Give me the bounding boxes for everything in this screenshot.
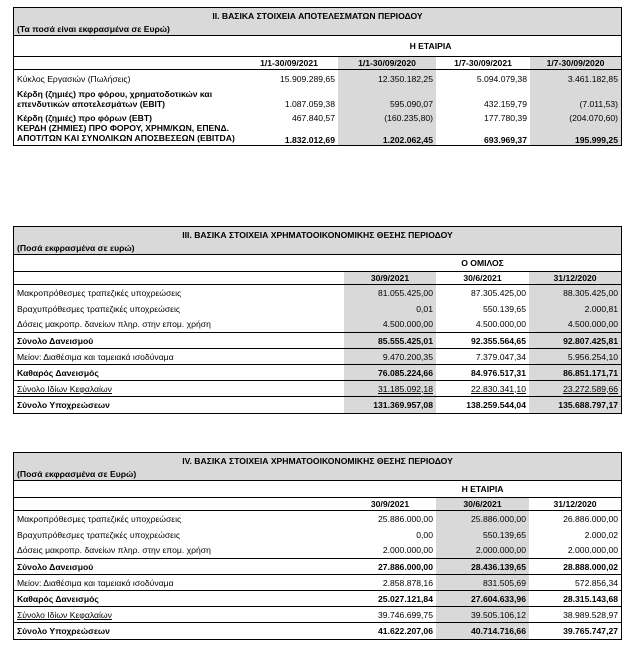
cell-value: 38.989.528,97 bbox=[529, 607, 621, 623]
cell-value: 1.832.012,69 bbox=[285, 135, 335, 145]
cell-value: 25.886.000,00 bbox=[436, 511, 529, 527]
table-row bbox=[14, 511, 621, 527]
results-col-header: 1/1-30/09/2021 bbox=[240, 57, 338, 70]
table-row bbox=[14, 397, 621, 413]
cell-value: (160.235,80) bbox=[338, 109, 436, 123]
cell-value: (7.011,53) bbox=[530, 84, 621, 109]
cell-value: 2.858.878,16 bbox=[344, 575, 436, 591]
cell-value: 177.780,39 bbox=[483, 113, 527, 123]
row-label: Σύνολο Υποχρεώσεων bbox=[17, 625, 110, 636]
company-financial-section bbox=[13, 452, 622, 640]
row-label: Σύνολο Ιδίων Κεφαλαίων bbox=[17, 383, 112, 394]
cell-value: 1.202.062,45 bbox=[383, 135, 433, 145]
cell-value: 31.185.092,18 bbox=[378, 383, 433, 394]
company-col-header: 30/9/2021 bbox=[344, 498, 436, 511]
table-row bbox=[14, 84, 621, 109]
cell-value: 40.714.716,66 bbox=[436, 623, 529, 639]
cell-value: 595.090,07 bbox=[338, 84, 436, 109]
company-col-header: 31/12/2020 bbox=[529, 498, 621, 511]
row-label: Μείον: Διαθέσιμα και ταμειακά ισοδύναμα bbox=[14, 349, 344, 365]
row-label: ΚΕΡΔΗ (ΖΗΜΙΕΣ) ΠΡΟ ΦΟΡΟΥ, ΧΡΗΜ/ΚΩΝ, ΕΠΕΝΔ. ΑΠΟΤ/ΤΩΝ ΚΑΙ ΣΥΝΟΛΙΚΩΝ ΑΠΟΣΒΕΣΕΩΝ (EBITDA) bbox=[17, 123, 235, 143]
cell-value: 88.305.425,00 bbox=[529, 285, 621, 301]
row-label: Καθαρός Δανεισμός bbox=[14, 365, 344, 381]
row-label: Κέρδη (ζημιές) προ φόρου, χρηματοδοτικών και επενδυτικών αποτελεσμάτων (EBIT) bbox=[17, 89, 213, 109]
cell-value: 92.355.564,65 bbox=[436, 333, 529, 349]
table-row bbox=[14, 607, 621, 623]
cell-value: 28.315.143,68 bbox=[529, 591, 621, 607]
row-label: Δόσεις μακροπρ. δανείων πληρ. στην επομ. χρήση bbox=[14, 317, 344, 333]
row-label: Δόσεις μακροπρ. δανείων πληρ. στην επομ. χρήση bbox=[14, 543, 344, 559]
cell-value: 12.350.182,25 bbox=[338, 70, 436, 85]
row-label: Σύνολο Ιδίων Κεφαλαίων bbox=[17, 609, 112, 620]
cell-value: 1.087.059,38 bbox=[284, 99, 335, 109]
cell-value: 131.369.957,08 bbox=[344, 397, 436, 413]
results-subtitle: (Τα ποσά είναι εκφρασμένα σε Ευρώ) bbox=[14, 23, 621, 36]
cell-value: 2.000.000,00 bbox=[529, 543, 621, 559]
cell-value: 26.886.000,00 bbox=[563, 513, 619, 524]
cell-value: 81.055.425,00 bbox=[344, 285, 436, 301]
cell-value: 9.470.200,35 bbox=[344, 349, 436, 365]
cell-value: 135.688.797,17 bbox=[529, 397, 621, 413]
cell-value: 2.000.000,00 bbox=[344, 543, 436, 559]
table-row bbox=[14, 623, 621, 639]
cell-value: 2.000,81 bbox=[529, 301, 621, 317]
table-row bbox=[14, 559, 621, 575]
cell-value: 84.976.517,31 bbox=[436, 365, 529, 381]
cell-value: 28.888.000,02 bbox=[529, 559, 621, 575]
cell-value: 467.840,57 bbox=[291, 113, 335, 123]
row-label: Μακροπρόθεσμες τραπεζικές υποχρεώσεις bbox=[17, 287, 182, 298]
cell-value: 831.505,69 bbox=[436, 575, 529, 591]
row-label: Βραχυπρόθεσμες τραπεζικές υποχρεώσεις bbox=[17, 529, 181, 540]
results-col-header: 1/1-30/09/2020 bbox=[338, 57, 436, 70]
table-row bbox=[14, 365, 621, 381]
results-group-label: Η ΕΤΑΙΡΙΑ bbox=[409, 41, 452, 51]
cell-value: 25.886.000,00 bbox=[378, 513, 433, 524]
cell-value: 572.856,34 bbox=[529, 575, 621, 591]
results-col-header: 1/7-30/09/2021 bbox=[436, 57, 530, 70]
cell-value: 28.436.139,65 bbox=[436, 559, 529, 575]
row-label: Σύνολο Υποχρεώσεων bbox=[17, 399, 110, 410]
company-financial-title: IV. ΒΑΣΙΚΑ ΣΤΟΙΧΕΙΑ ΧΡΗΜΑΤΟΟΙΚΟΝΟΜΙΚΗΣ ΘΕΣΗΣ ΠΕΡΙΟΔΟΥ bbox=[182, 455, 453, 466]
company-financial-group-label: Η ΕΤΑΙΡΙΑ bbox=[461, 484, 504, 494]
results-section bbox=[13, 7, 622, 146]
cell-value: 550.139,65 bbox=[436, 527, 529, 543]
row-label: Σύνολο Δανεισμού bbox=[14, 559, 344, 575]
group-col-header: 30/9/2021 bbox=[344, 272, 436, 285]
cell-value: 41.622.207,06 bbox=[378, 625, 433, 636]
group-financial-title: III. ΒΑΣΙΚΑ ΣΤΟΙΧΕΙΑ ΧΡΗΜΑΤΟΟΙΚΟΝΟΜΙΚΗΣ ΘΕΣΗΣ ΠΕΡΙΟΔΟΥ bbox=[182, 229, 453, 240]
company-financial-table bbox=[14, 453, 621, 639]
table-row bbox=[14, 527, 621, 543]
table-row bbox=[14, 285, 621, 301]
cell-value: 195.999,25 bbox=[575, 135, 618, 145]
cell-value: 15.909.289,65 bbox=[280, 74, 335, 84]
cell-value: 2.000.000,00 bbox=[436, 543, 529, 559]
cell-value: 2.000,02 bbox=[584, 529, 619, 540]
cell-value: 39.746.699,75 bbox=[344, 607, 436, 623]
row-label: Καθαρός Δανεισμός bbox=[14, 591, 344, 607]
results-table bbox=[14, 8, 621, 145]
table-row bbox=[14, 317, 621, 333]
table-row bbox=[14, 109, 621, 123]
table-row bbox=[14, 543, 621, 559]
results-col-header: 1/7-30/09/2020 bbox=[530, 57, 621, 70]
cell-value: 4.500.000,00 bbox=[344, 317, 436, 333]
cell-value: 5.956.254,10 bbox=[529, 349, 621, 365]
group-financial-section bbox=[13, 226, 622, 414]
row-label: Βραχυπρόθεσμες τραπεζικές υποχρεώσεις bbox=[17, 303, 181, 314]
cell-value: 7.379.047,34 bbox=[436, 349, 529, 365]
table-row bbox=[14, 70, 621, 85]
row-label: Κύκλος Εργασιών (Πωλήσεις) bbox=[17, 74, 131, 84]
cell-value: 550.139,65 bbox=[482, 303, 526, 314]
cell-value: 5.094.079,38 bbox=[476, 74, 527, 84]
cell-value: 0,00 bbox=[416, 529, 433, 540]
cell-value: 87.305.425,00 bbox=[471, 287, 526, 298]
cell-value: 3.461.182,85 bbox=[530, 70, 621, 85]
table-row bbox=[14, 591, 621, 607]
cell-value: 39.505.106,12 bbox=[436, 607, 529, 623]
table-row bbox=[14, 575, 621, 591]
table-row bbox=[14, 381, 621, 397]
table-row bbox=[14, 333, 621, 349]
company-col-header: 30/6/2021 bbox=[436, 498, 529, 511]
group-financial-subtitle: (Ποσά εκφρασμένα σε ευρώ) bbox=[14, 242, 621, 255]
cell-value: 432.159,79 bbox=[483, 99, 527, 109]
cell-value: (204.070,60) bbox=[530, 109, 621, 123]
row-label: Σύνολο Δανεισμού bbox=[14, 333, 344, 349]
cell-value: 92.807.425,81 bbox=[529, 333, 621, 349]
cell-value: 39.765.747,27 bbox=[563, 625, 619, 636]
cell-value: 693.969,37 bbox=[484, 135, 527, 145]
cell-value: 4.500.000,00 bbox=[529, 317, 621, 333]
cell-value: 138.259.544,04 bbox=[466, 399, 526, 410]
cell-value: 76.085.224,66 bbox=[344, 365, 436, 381]
cell-value: 23.272.589,66 bbox=[563, 383, 619, 394]
cell-value: 25.027.121,84 bbox=[344, 591, 436, 607]
cell-value: 22.830.341,10 bbox=[471, 383, 526, 394]
group-col-header: 31/12/2020 bbox=[529, 272, 621, 285]
cell-value: 27.604.633,96 bbox=[436, 591, 529, 607]
table-row bbox=[14, 123, 621, 145]
company-financial-subtitle: (Ποσά εκφρασμένα σε Ευρώ) bbox=[14, 468, 621, 481]
group-financial-group-label: Ο ΟΜΙΛΟΣ bbox=[461, 258, 504, 268]
group-financial-table bbox=[14, 227, 621, 413]
cell-value: 27.886.000,00 bbox=[344, 559, 436, 575]
cell-value: 86.851.171,71 bbox=[529, 365, 621, 381]
cell-value: 0,01 bbox=[344, 301, 436, 317]
cell-value: 85.555.425,01 bbox=[344, 333, 436, 349]
cell-value: 4.500.000,00 bbox=[436, 317, 529, 333]
results-title: II. ΒΑΣΙΚΑ ΣΤΟΙΧΕΙΑ ΑΠΟΤΕΛΕΣΜΑΤΩΝ ΠΕΡΙΟΔΟΥ bbox=[212, 10, 423, 21]
row-label: Μείον: Διαθέσιμα και ταμειακά ισοδύναμα bbox=[14, 575, 344, 591]
table-row bbox=[14, 301, 621, 317]
table-row bbox=[14, 349, 621, 365]
row-label: Μακροπρόθεσμες τραπεζικές υποχρεώσεις bbox=[17, 513, 182, 524]
row-label: Κέρδη (ζημιές) προ φόρων (EBT) bbox=[17, 113, 152, 123]
group-col-header: 30/6/2021 bbox=[436, 272, 529, 285]
